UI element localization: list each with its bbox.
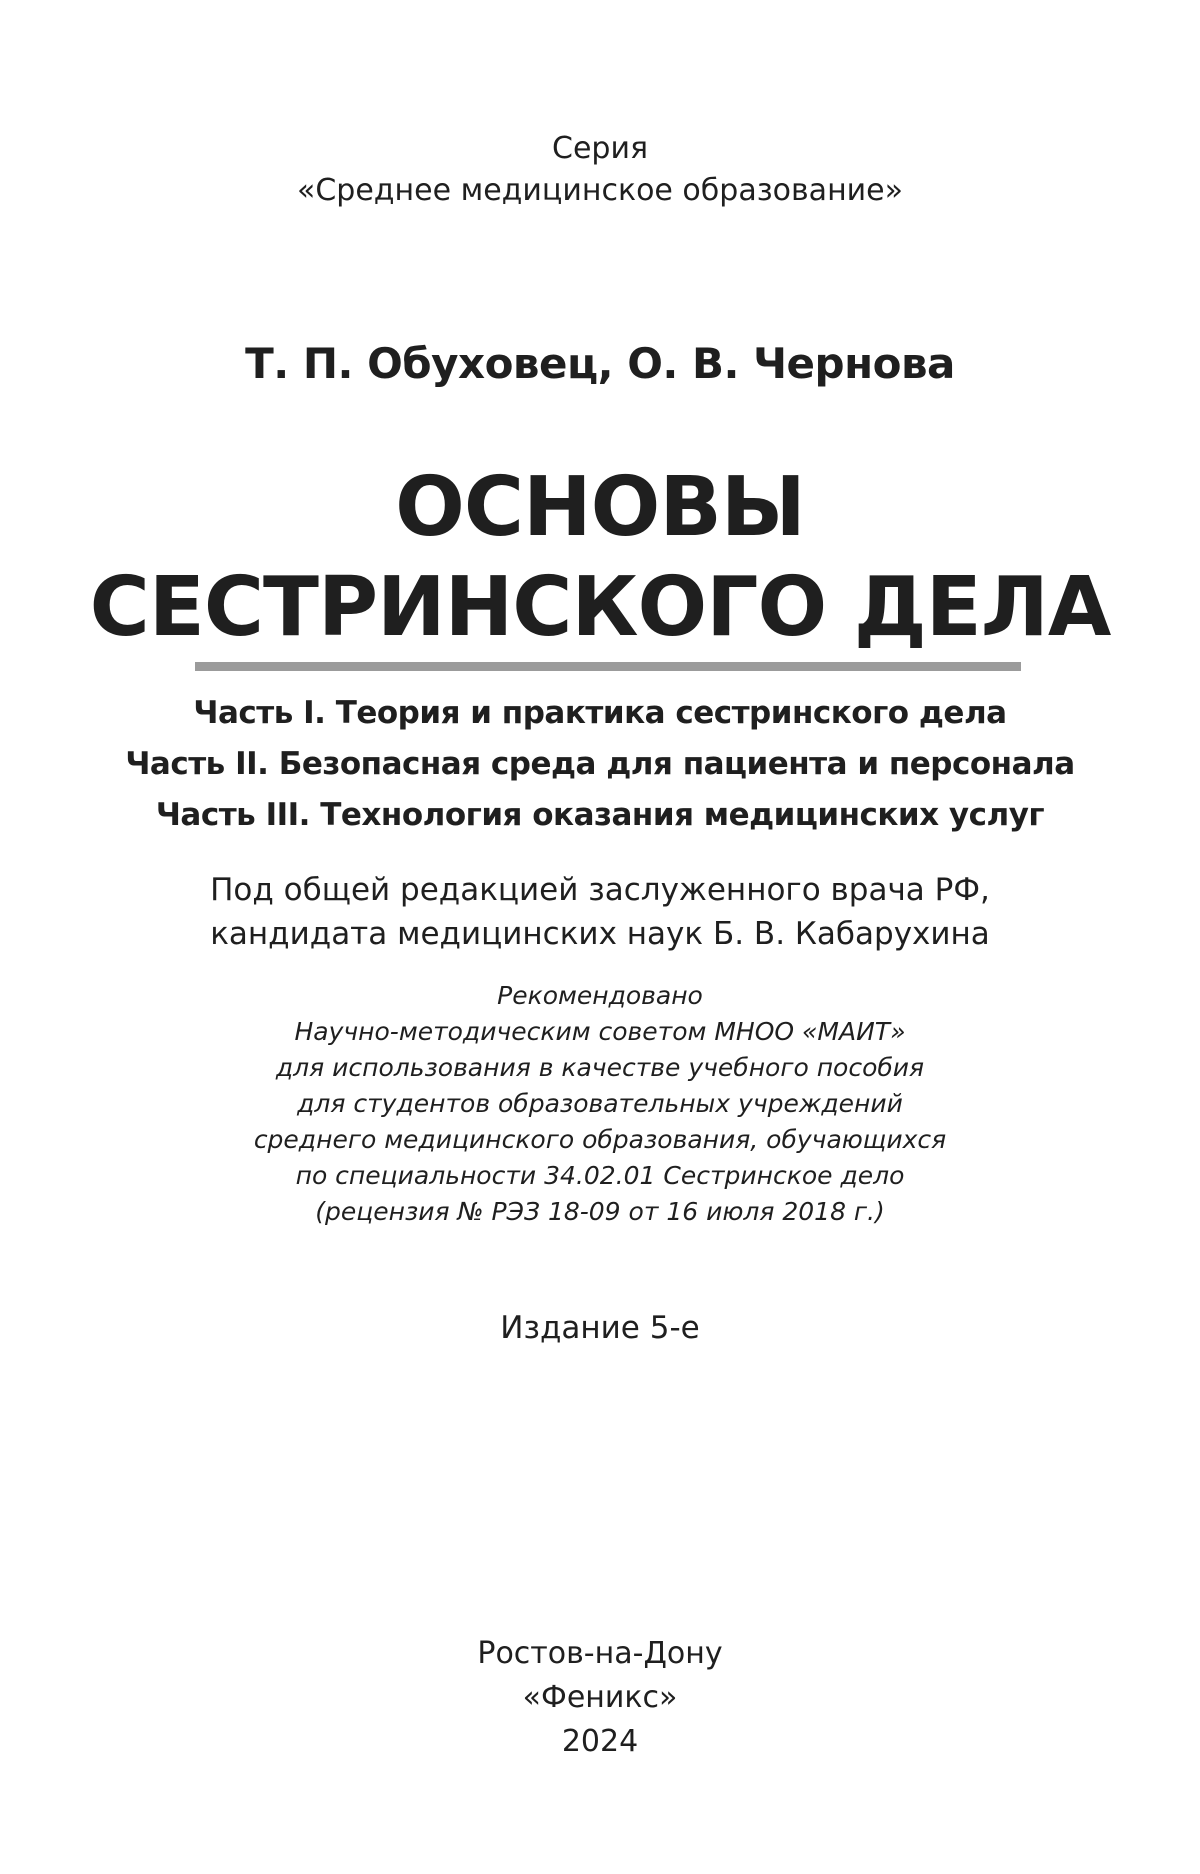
recommendation-line-3: для использования в качестве учебного пособия xyxy=(275,1053,925,1082)
editor-line-2: кандидата медицинских наук Б. В. Кабарухина xyxy=(210,916,990,952)
part-1: Часть I. Теория и практика сестринского дела xyxy=(193,695,1007,731)
book-title xyxy=(0,458,1200,658)
recommendation-line-7: (рецензия № РЭЗ 18-09 от 16 июля 2018 г.) xyxy=(315,1197,885,1226)
recommendation-line-6: по специальности 34.02.01 Сестринское дело xyxy=(295,1161,905,1190)
series-block xyxy=(0,128,1200,212)
editor-note xyxy=(0,868,1200,956)
imprint xyxy=(0,1632,1200,1764)
book-title-line-1: ОСНОВЫ xyxy=(395,460,805,555)
authors: Т. П. Обуховец, О. В. Чернова xyxy=(245,339,955,388)
parts-list xyxy=(0,688,1200,841)
imprint-year: 2024 xyxy=(561,1724,639,1759)
recommendation-note xyxy=(0,978,1200,1230)
recommendation-line-2: Научно-методическим советом МНОО «МАИТ» xyxy=(294,1017,906,1046)
book-title-line-2: СЕСТРИНСКОГО ДЕЛА xyxy=(89,560,1111,655)
imprint-city: Ростов-на-Дону xyxy=(477,1636,723,1671)
imprint-publisher: «Феникс» xyxy=(522,1680,678,1715)
recommendation-line-1: Рекомендовано xyxy=(497,981,703,1010)
editor-line-1: Под общей редакцией заслуженного врача РФ, xyxy=(210,872,990,908)
part-3: Часть III. Технология оказания медицинских услуг xyxy=(155,797,1045,833)
recommendation-line-5: среднего медицинского образования, обучающихся xyxy=(253,1125,947,1154)
part-2: Часть II. Безопасная среда для пациента и персонала xyxy=(125,746,1075,782)
edition: Издание 5-е xyxy=(500,1310,700,1346)
series-name: «Среднее медицинское образование» xyxy=(296,173,903,208)
series-label: Серия xyxy=(552,131,648,166)
title-divider xyxy=(195,662,1021,671)
recommendation-line-4: для студентов образовательных учреждений xyxy=(297,1089,903,1118)
